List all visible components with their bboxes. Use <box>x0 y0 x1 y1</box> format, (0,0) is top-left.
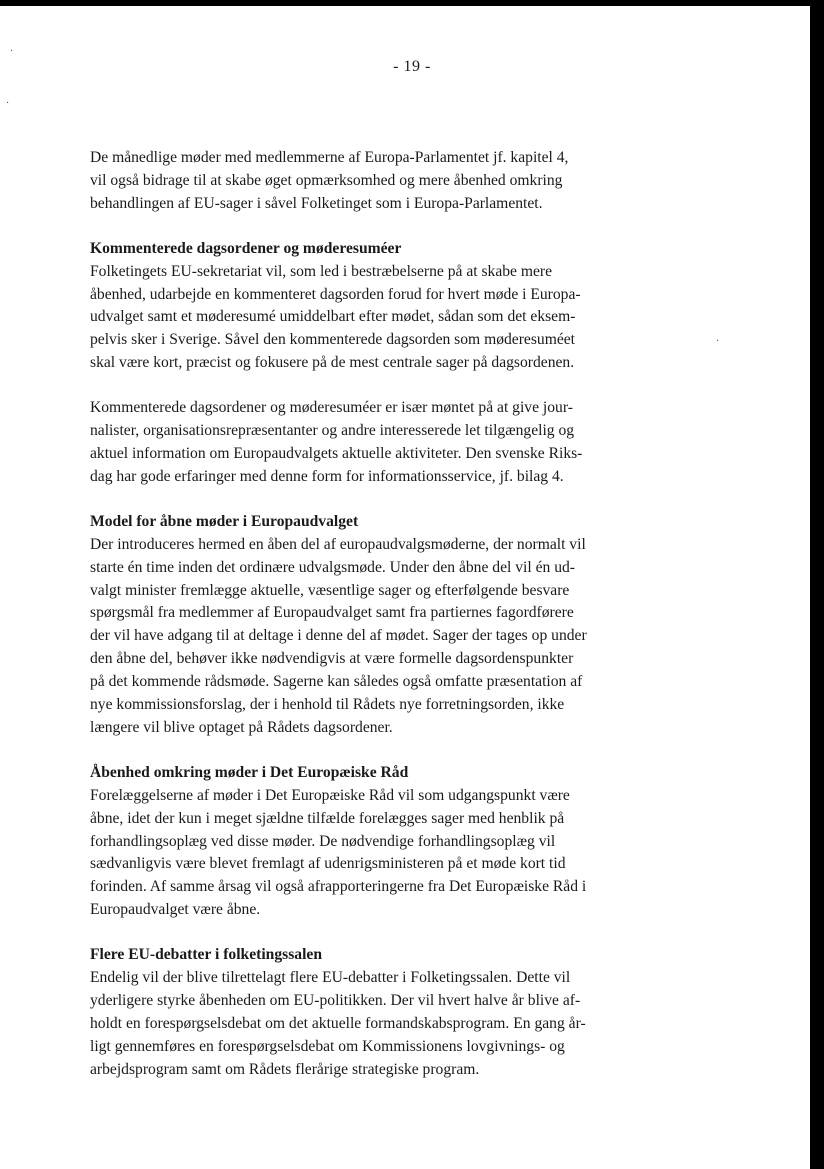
text-line: Folketingets EU-sekretariat vil, som led i bestræbelserne på at skabe mere <box>90 262 553 280</box>
section-model-aabne-moeder <box>90 511 635 740</box>
text-line: arbejdsprogram samt om Rådets flerårige strategiske program. <box>90 1060 480 1078</box>
section-paragraph <box>90 944 635 1081</box>
text-line: holdt en forespørgselsdebat om det aktuelle formandskabsprogram. En gang år- <box>90 1014 586 1032</box>
section-flere-eu-debatter <box>90 944 635 1081</box>
scan-speck: · <box>716 336 720 347</box>
text-line: åbenhed, udarbejde en kommenteret dagsorden forud for hvert møde i Europa- <box>90 285 581 303</box>
section-heading: Flere EU-debatter i folketingssalen <box>90 946 323 964</box>
text-line: De månedlige møder med medlemmerne af Europa-Parlamentet jf. kapitel 4, <box>90 149 569 166</box>
section-heading: Åbenhed omkring møder i Det Europæiske Råd <box>90 763 409 781</box>
section-aabenhed-europaeiske-raad <box>90 762 635 922</box>
text-line: Europaudvalget være åbne. <box>90 901 261 919</box>
intro-paragraph <box>90 147 635 216</box>
text-line: forinden. Af samme årsag vil også afrapporteringerne fra Det Europæiske Råd i <box>90 878 587 896</box>
text-line: skal være kort, præcist og fokusere på de mest centrale sager på dagsordenen. <box>90 354 575 372</box>
text-line: der vil have adgang til at deltage i denne del af mødet. Sager der tages op under <box>90 627 587 645</box>
text-line: nalister, organisationsrepræsentanter og andre interesserede let tilgængelig og <box>90 422 575 440</box>
section-paragraph <box>90 511 635 740</box>
text-line: yderligere styrke åbenheden om EU-politikken. Der vil hvert halve år blive af- <box>90 992 581 1009</box>
text-line: længere vil blive optaget på Rådets dagsordener. <box>90 718 393 736</box>
text-line: behandlingen af EU-sager i såvel Folketinget som i Europa-Parlamentet. <box>90 194 543 212</box>
text-line: sædvanligvis være blevet fremlagt af udenrigsministeren på et møde kort tid <box>90 855 566 873</box>
text-line: dag har gode erfaringer med denne form for informationsservice, jf. bilag 4. <box>90 467 564 485</box>
scan-speck: · <box>10 46 14 57</box>
text-line: Der introduceres hermed en åben del af europaudvalgsmøderne, der normalt vil <box>90 535 586 553</box>
page-number: - 19 - <box>393 58 431 75</box>
section-paragraph <box>90 762 635 922</box>
document-body <box>90 147 635 1104</box>
section-kommenterede-dagsordener <box>90 238 635 489</box>
text-line: starte én time inden det ordinære udvalgsmøde. Under den åbne del vil én ud- <box>90 558 575 576</box>
section-paragraph <box>90 238 635 375</box>
text-line: Kommenterede dagsordener og møderesuméer er især møntet på at give jour- <box>90 399 573 417</box>
text-line: forhandlingsoplæg ved disse møder. De nødvendige forhandlingsoplæg vil <box>90 832 556 850</box>
text-line: Endelig vil der blive tilrettelagt flere EU-debatter i Folketingssalen. Dette vil <box>90 969 571 987</box>
text-line: valgt minister fremlægge aktuelle, væsentlige sager og efterfølgende besvare <box>90 581 570 599</box>
scan-speck: · <box>6 98 10 109</box>
text-line: aktuel information om Europaudvalgets aktuelle aktiviteter. Den svenske Riks- <box>90 444 583 462</box>
text-line: på det kommende rådsmøde. Sagerne kan således også omfatte præsentation af <box>90 673 583 691</box>
text-line: nye kommissionsforslag, der i henhold til Rådets nye forretningsorden, ikke <box>90 696 565 714</box>
text-line: den åbne del, behøver ikke nødvendigvis at være formelle dagsordenspunkter <box>90 650 574 668</box>
section-heading: Kommenterede dagsordener og møderesuméer <box>90 239 402 257</box>
text-line: spørgsmål fra medlemmer af Europaudvalget samt fra partiernes fagordførere <box>90 604 574 622</box>
text-line: udvalget samt et møderesumé umiddelbart efter mødet, sådan som det eksem- <box>90 308 576 326</box>
text-line: åbne, idet der kun i meget sjældne tilfælde forelægges sager med henblik på <box>90 809 565 827</box>
scan-border-right <box>810 0 824 1169</box>
section-heading: Model for åbne møder i Europaudvalget <box>90 512 359 530</box>
text-line: vil også bidrage til at skabe øget opmærksomhed og mere åbenhed omkring <box>90 171 563 189</box>
scan-border-top <box>0 0 824 6</box>
text-line: Forelæggelserne af møder i Det Europæiske Råd vil som udgangspunkt være <box>90 786 570 804</box>
text-line: ligt gennemføres en forespørgselsdebat om Kommissionens lovgivnings- og <box>90 1037 565 1055</box>
section-paragraph <box>90 397 635 489</box>
text-line: pelvis sker i Sverige. Såvel den kommenterede dagsorden som møderesuméet <box>90 331 576 349</box>
